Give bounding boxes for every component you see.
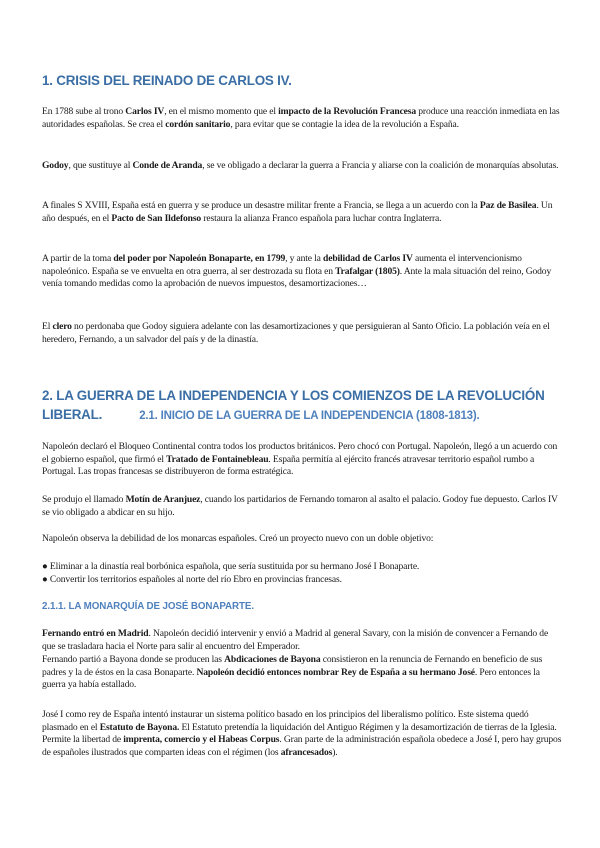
text-run: . Napoleón decidió intervenir y envió a Madrid al general Savary, con la misión de convencer a Fernando de que se trasladara hacia el Norte para salir al encuentro del Emperador. [42, 628, 549, 652]
section-3-paragraph-1 [42, 628, 562, 653]
bold-term: Tratado de Fontainebleau [166, 453, 269, 465]
text-run: José I como rey de España intentó instaurar un sistema político basado en los principios del liberalismo político. Este sistema quedó plasmado en el [42, 709, 529, 733]
text-run: . Pero entonces la guerra ya había estallado. [42, 666, 540, 691]
text-run: aumenta el intervencionismo napoleónico. España se ve envuelta en otra guerra, al ser destrozada su flota en [42, 253, 522, 277]
text-run: no perdonaba que Godoy siguiera adelante con las desamortizaciones y que persiguieran al Santo Oficio. La población veía en el heredero, Fernando, a un salvador del país y de la dinastía. [42, 321, 550, 345]
bold-term: cordón sanitario [165, 118, 231, 130]
section-1-paragraph-3 [42, 200, 562, 225]
text-run: , en el mismo momento que el [164, 106, 279, 117]
section-1-title: 1. CRISIS DEL REINADO DE CARLOS IV. [42, 73, 292, 88]
bold-term: Estatuto de Bayona. [99, 721, 180, 733]
bold-term: del poder por Napoleón Bonaparte, en 1799 [113, 253, 286, 264]
bullet-item-2: ● Convertir los territorios españoles al norte del río Ebro en provincias francesas. [42, 574, 342, 585]
text-run: . Gran parte de la administración española obedece a José I, pero hay grupos de españoles ilustrados que comparten ideas con el régimen (los [42, 734, 562, 758]
text-run: , y ante la [285, 253, 324, 264]
section-1-paragraph-5 [42, 321, 562, 346]
section-3-paragraph-3 [42, 709, 562, 759]
text-run: restaura la alianza Franco española para luchar contra Inglaterra. [201, 212, 442, 224]
section-3-paragraph-2 [42, 654, 562, 692]
text-run: El Estatuto pretendía la liquidación del Antiguo Régimen y la desamortización de tierras de la Iglesia. Permite la libertad de [42, 721, 557, 746]
text-run: A partir de la toma [42, 253, 114, 264]
text-run: ). [332, 746, 338, 758]
text-run: El [42, 321, 53, 332]
text-run: En 1788 sube al trono [42, 106, 126, 117]
bold-term: impacto de la Revolución Francesa [278, 106, 417, 117]
text-run: , que sustituye al [68, 160, 133, 171]
bold-term: Trafalgar (1805) [335, 265, 400, 277]
bold-term: afrancesados [280, 746, 333, 758]
bold-term: Conde de Aranda [132, 160, 203, 171]
section-3-title: 2.1.1. LA MONARQUÍA DE JOSÉ BONAPARTE. [42, 601, 254, 612]
section-2-heading [42, 386, 560, 426]
text-run: Se produjo el llamado [42, 494, 126, 505]
text-run: . Un año después, en el [42, 200, 553, 224]
section-1-paragraph-4 [42, 253, 562, 291]
section-2-paragraph-3 [42, 533, 562, 546]
text-run: . España permitía al ejército francés atravesar territorio español rumbo a Portugal. Las tropas francesas se distribuyeron de forma estratégica. [42, 453, 535, 478]
bold-term: Carlos IV [125, 106, 165, 117]
bold-term: Motín de Aranjuez [125, 494, 201, 505]
text-run: consistieron en la renuncia de Fernando en beneficio de sus padres y la de éstos en la casa Bonaparte. [42, 654, 543, 678]
section-1-paragraph-1 [42, 106, 562, 131]
text-run: A finales S XVIII, España está en guerra y se produce un desastre militar frente a Francia, se llega a un acuerdo con la [42, 200, 480, 211]
bold-term: Pacto de San Ildefonso [111, 212, 202, 224]
text-run: . Ante la mala situación del reino, Godoy venía tomando medidas como la aprobación de nuevos impuestos, desamortizaciones… [42, 265, 552, 290]
bold-term: Godoy [42, 160, 69, 171]
bold-term: debilidad de Carlos IV [323, 253, 413, 264]
section-2-paragraph-1 [42, 441, 562, 479]
text-run: , cuando los partidarios de Fernando tomaron al asalto el palacio. Godoy fue depuesto. Carlos IV se vio obligado a abdicar en su hijo. [42, 494, 558, 518]
bold-term: Napoleón decidió entonces nombrar Rey de España a su hermano José [196, 666, 475, 678]
text-run: Napoleón observa la debilidad de los monarcas españoles. Creó un proyecto nuevo con un doble objetivo: [42, 533, 434, 544]
bullet-item-1: ● Eliminar a la dinastía real borbónica española, que sería sustituida por su hermano José I Bonaparte. [42, 561, 420, 572]
bold-term: Fernando entró en Madrid [42, 628, 149, 639]
text-run: , para evitar que se contagie la idea de la revolución a España. [230, 118, 459, 130]
bold-term: Abdicaciones de Bayona [224, 654, 321, 665]
bold-term: Paz de Basilea [479, 200, 537, 211]
text-run: Napoleón declaró el Bloqueo Continental contra todos los productos británicos. Pero chocó con Portugal. Napoleón, llegó a un acuerdo con el gobierno español, que firmó el [42, 441, 558, 465]
text-run: produce una reacción inmediata en las autoridades españolas. Se crea el [42, 106, 560, 130]
section-2-title: 2. LA GUERRA DE LA INDEPENDENCIA Y LOS COMIENZOS DE LA REVOLUCIÓN LIBERAL. [42, 388, 545, 422]
section-1-paragraph-2 [42, 160, 562, 173]
bold-term: clero [52, 321, 72, 332]
section-2-subtitle: 2.1. INICIO DE LA GUERRA DE LA INDEPENDENCIA (1808-1813). [139, 410, 480, 422]
section-2-paragraph-2 [42, 494, 562, 519]
text-run: , se ve obligado a declarar la guerra a Francia y aliarse con la coalición de monarquías absolutas. [202, 160, 559, 171]
text-run: Fernando partió a Bayona donde se producen las [42, 654, 225, 665]
bold-term: imprenta, comercio y el Habeas Corpus [123, 734, 280, 746]
